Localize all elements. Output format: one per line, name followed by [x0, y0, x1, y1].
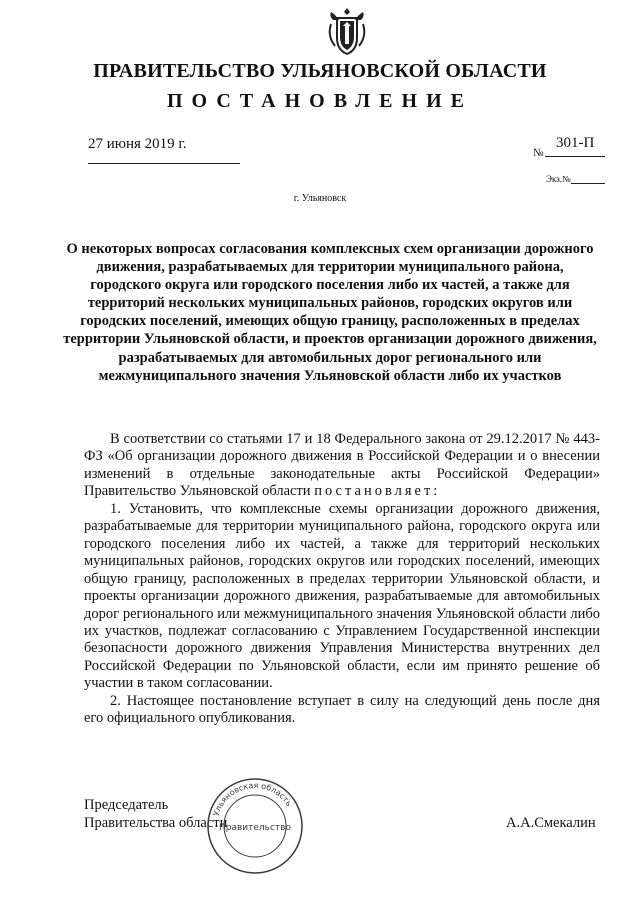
item-2-paragraph: 2. Настоящее постановление вступает в силу на следующий день после дня его официального опубликования. — [84, 692, 600, 727]
stamp-ring-text: Ульяновская область — [211, 780, 294, 818]
signatory-position-line1: Председатель — [84, 797, 169, 813]
signatory-name: А.А.Смекалин — [506, 815, 596, 831]
signatory-position-line2: Правительства области — [84, 815, 228, 831]
item-1-paragraph: 1. Установить, что комплексные схемы организации дорожного движения, разрабатываемые для территории муниципального района, городского округа или городского поселения либо их частей, а также для территорий нескольких муниципальных районов, городских округов или городских поселений, имеющих общую границу, расположенных в пределах территории Ульяновской области, и проекты организации дорожного движения, разрабатываемые для автомобильных дорог регионального или межмуниципального значения Ульяновской области либо их участков, подлежат согласованию с Управлением Государственной инспекции безопасности дорожного движения Управления Министерства внутренних дел Российской Федерации по Ульяновской области, если им принято решение об участии в таком согласовании. — [84, 500, 600, 692]
preamble-paragraph — [84, 431, 600, 501]
document-date: 27 июня 2019 г. — [88, 136, 187, 152]
number-sign: № — [533, 147, 544, 159]
official-stamp — [205, 776, 305, 876]
document-title: О некоторых вопросах согласования комплексных схем организации дорожного движения, разрабатываемых для территории муниципального района, городского округа или городского поселения либо их частей, а также для территорий нескольких муниципальных районов, городских округов или городских поселений, имеющих общую границу, расположенных в пределах территории Ульяновской области, и проектов организации дорожного движения, разрабатываемых для автомобильных дорог регионального или межмуниципального значения Ульяновской области либо их участков — [63, 241, 597, 384]
copy-number-underline — [571, 183, 605, 184]
date-underline — [88, 163, 240, 164]
document-body — [84, 431, 600, 728]
organization-heading: ПРАВИТЕЛЬСТВО УЛЬЯНОВСКОЙ ОБЛАСТИ — [93, 60, 547, 82]
document-type-heading: ПОСТАНОВЛЕНИЕ — [167, 90, 473, 112]
document-number: 301-П — [556, 135, 595, 151]
coat-of-arms-icon — [327, 6, 367, 56]
copy-number-label: Экз.№ — [546, 174, 571, 184]
number-underline — [545, 156, 605, 157]
stamp-center-text: Правительство — [219, 823, 291, 833]
preamble-text: В соответствии со статьями 17 и 18 Федерального закона от 29.12.2017 № 443-ФЗ «Об организации дорожного движения в Российской Федерации и о внесении изменений в отдельные законодательные акты Российской Федерации» Правительство Ульяновской области — [84, 431, 600, 500]
city-label: г. Ульяновск — [293, 193, 347, 204]
resolves-text: постановляет: — [314, 483, 441, 500]
